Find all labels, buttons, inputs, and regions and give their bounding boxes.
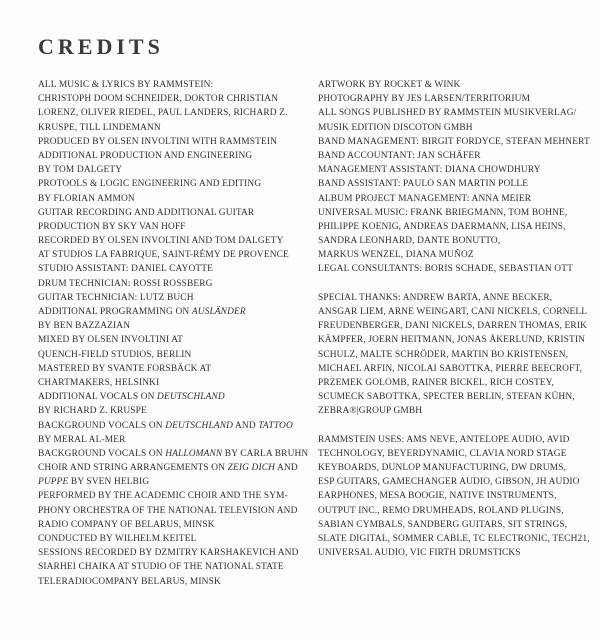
credit-line <box>38 404 300 418</box>
credit-text: STUDIO ASSISTANT: DANIEL CAYOTTE <box>38 264 214 275</box>
credit-line <box>38 504 300 518</box>
credit-line <box>318 319 588 333</box>
credit-text: MASTERED BY SVANTE FORSBÄCK AT <box>38 363 212 374</box>
song-title: DEUTSCHLAND <box>165 420 234 431</box>
credit-line <box>38 518 300 532</box>
song-title: ZEIG DICH <box>227 463 276 474</box>
credit-line <box>318 305 588 319</box>
credit-text: KÄMPFER, JOERN HEITMANN, JONAS ÅKERLUND, KRISTIN <box>318 335 586 346</box>
credit-line <box>318 248 580 262</box>
credit-line <box>318 404 580 418</box>
credit-line <box>38 447 309 461</box>
credits-left-column <box>38 78 309 589</box>
credit-text: SCUMECK SABOTTKA, SPECTER BERLIN, STEFAN KÜHN, <box>318 392 575 403</box>
credit-line <box>318 192 580 206</box>
credit-text: QUENCH-FIELD STUDIOS, BERLIN <box>38 349 192 360</box>
credit-text: MARKUS WENZEL, DIANA MUÑOZ <box>318 250 474 261</box>
credit-line <box>38 149 300 163</box>
credit-text: SPECIAL THANKS: ANDREW BARTA, ANNE BECKER, <box>318 292 553 303</box>
credit-text: RAMMSTEIN USES: AMS NEVE, ANTELOPE AUDIO, AVID <box>318 434 570 445</box>
credit-text: BAND ACCOUNTANT: JAN SCHÄFER <box>318 150 481 161</box>
credit-line <box>318 177 580 191</box>
credit-line <box>318 106 580 120</box>
credit-line <box>318 348 580 362</box>
credit-text: RECORDED BY OLSEN INVOLTINI AND TOM DALGETY <box>38 236 284 247</box>
credit-line <box>38 78 300 92</box>
credit-line <box>38 277 300 291</box>
credit-line <box>318 390 580 404</box>
credit-line <box>38 135 300 149</box>
credit-text: CHARTMAKERS, HELSINKI <box>38 377 160 388</box>
credit-line <box>318 333 586 347</box>
credit-line <box>318 149 580 163</box>
song-title: PUPPE <box>38 477 69 488</box>
credit-line <box>38 433 300 447</box>
credit-text: ADDITIONAL VOCALS ON <box>38 392 158 403</box>
credit-text: SABIAN CYMBALS, SANDBERG GUITARS, SIT STRINGS, <box>318 519 568 530</box>
section-gap <box>318 277 580 291</box>
credit-line <box>38 291 300 305</box>
credit-line <box>318 121 580 135</box>
credit-line <box>318 206 580 220</box>
credit-text: AND <box>233 420 259 431</box>
credit-text: ARTWORK BY ROCKET & WINK <box>318 80 461 90</box>
credit-text: ANSGAR LIEM, ARNE WEINGART, CANI NICKELS, CORNELL <box>318 307 588 317</box>
credit-line <box>318 447 580 461</box>
credit-line <box>38 461 300 475</box>
credit-line <box>38 206 300 220</box>
credit-text: SANDRA LEONHARD, DANTE BONUTTO, <box>318 236 501 247</box>
credit-line <box>38 163 300 177</box>
credit-line <box>38 192 300 206</box>
credit-line <box>318 376 580 390</box>
credit-text: BACKGROUND VOCALS ON <box>38 448 166 459</box>
credit-line <box>318 546 580 560</box>
credit-text: ZEBRA®|GROUP GMBH <box>318 406 423 417</box>
credit-text: UNIVERSAL MUSIC: FRANK BRIEGMANN, TOM BOHNE, <box>318 207 568 218</box>
section-gap <box>318 419 580 433</box>
credit-text: ADDITIONAL PRODUCTION AND ENGINEERING <box>38 150 253 161</box>
credit-text: ALL SONGS PUBLISHED BY RAMMSTEIN MUSIKVERLAG/ <box>318 108 577 119</box>
credit-line <box>38 560 300 574</box>
credit-text: PHONY ORCHESTRA OF THE NATIONAL TELEVISION AND <box>38 505 298 516</box>
credit-text: ESP GUITARS, GAMECHANGER AUDIO, GIBSON, JH AUDIO <box>318 477 580 488</box>
credit-text: EARPHONES, MESA BOOGIE, NATIVE INSTRUMENTS, <box>318 491 557 502</box>
credit-text: CHOIR AND STRING ARRANGEMENTS ON <box>38 463 228 474</box>
credit-text: PERFORMED BY THE ACADEMIC CHOIR AND THE SYM- <box>38 491 288 502</box>
credit-text: CONDUCTED BY WILHELM KEITEL <box>38 534 197 544</box>
credit-text: CHRISTOPH DOOM SCHNEIDER, DOKTOR CHRISTIAN <box>38 94 279 105</box>
credit-text: PHOTOGRAPHY BY JES LARSEN/TERRITORIUM <box>318 94 531 105</box>
credit-text: RADIO COMPANY OF BELARUS, MINSK <box>38 519 215 530</box>
credit-text: TECHNOLOGY, BEYERDYNAMIC, CLAVIA NORD STAGE <box>318 448 567 459</box>
credit-line <box>318 433 580 447</box>
credit-line <box>38 348 300 362</box>
credit-line <box>318 532 590 546</box>
credit-line <box>38 362 300 376</box>
credit-text: KRUSPE, TILL LINDEMANN <box>38 122 161 133</box>
credit-text: PRODUCTION BY SKY VAN HOFF <box>38 221 186 232</box>
credit-line <box>318 78 580 92</box>
credit-text: BY TOM DALGETY <box>38 165 123 176</box>
credit-text: ALBUM PROJECT MANAGEMENT: ANNA MEIER <box>318 193 532 204</box>
credit-line <box>318 220 580 234</box>
credit-line <box>318 262 580 276</box>
credit-text: BY FLORIAN AMMON <box>38 193 135 204</box>
credit-line <box>38 475 300 489</box>
credit-text: MICHAEL ARFIN, NICOLAI SABOTTKA, PIERRE BEECROFT, <box>318 363 583 374</box>
credit-text: PHILIPPE KOENIG, ANDREAS DAERMANN, LISA HEINS, <box>318 221 566 232</box>
credit-text: SIARHEI CHAIKA AT STUDIO OF THE NATIONAL STATE <box>38 562 284 573</box>
credit-text: PRZEMEK GOLOMB, RAINER BICKEL, RICH COSTEY, <box>318 377 554 388</box>
credit-line <box>318 291 580 305</box>
credit-line <box>38 248 300 262</box>
credit-text: UNIVERSAL AUDIO, VIC FIRTH DRUMSTICKS <box>318 548 521 559</box>
song-title: TATTOO <box>258 420 293 431</box>
credit-text: GUITAR TECHNICIAN: LUTZ BUCH <box>38 292 194 303</box>
credit-line <box>38 333 300 347</box>
credit-line <box>318 163 580 177</box>
credit-text: PROTOOLS & LOGIC ENGINEERING AND EDITING <box>38 179 262 190</box>
credit-text: SCHULZ, MALTE SCHRÖDER, MARTIN BO KRISTENSEN, <box>318 349 569 360</box>
credit-line <box>318 234 580 248</box>
credit-line <box>318 461 580 475</box>
credit-text: BY MERAL AL-MER <box>38 434 126 445</box>
credit-text: LORENZ, OLIVER RIEDEL, PAUL LANDERS, RICHARD Z. <box>38 108 288 119</box>
credit-text: MIXED BY OLSEN INVOLTINI AT <box>38 335 184 346</box>
credit-text: BY SVEN HELBIG <box>68 477 150 488</box>
credit-line <box>38 489 300 503</box>
credit-line <box>38 305 300 319</box>
song-title: DEUTSCHLAND <box>157 392 225 403</box>
credit-line <box>38 390 300 404</box>
credit-text: SESSIONS RECORDED BY DZMITRY KARSHAKEVICH AND <box>38 548 299 559</box>
credit-text: DRUM TECHNICIAN: ROSSI ROSSBERG <box>38 278 213 289</box>
credit-text: LEGAL CONSULTANTS: BORIS SCHADE, SEBASTIAN OTT <box>318 264 573 275</box>
song-title: AUSLÄNDER <box>191 307 246 317</box>
credit-line <box>38 532 300 546</box>
credit-text: BACKGROUND VOCALS ON <box>38 420 166 431</box>
song-title: HALLOMANN <box>165 448 223 459</box>
credit-line <box>318 135 590 149</box>
credit-text: BY RICHARD Z. KRUSPE <box>38 406 147 417</box>
credit-text: BAND ASSISTANT: PAULO SAN MARTIN POLLE <box>318 179 529 190</box>
credit-text: ADDITIONAL PROGRAMMING ON <box>38 307 192 317</box>
credit-text: PRODUCED BY OLSEN INVOLTINI WITH RAMMSTEIN <box>38 136 278 147</box>
credit-text: SLATE DIGITAL, SOMMER CABLE, TC ELECTRONIC, TECH21, <box>318 534 590 544</box>
credit-text: FREUDENBERGER, DANI NICKELS, DARREN THOMAS, ERIK <box>318 321 588 332</box>
credit-text: MUSIK EDITION DISCOTON GMBH <box>318 122 473 133</box>
credits-right-column <box>318 78 590 560</box>
credit-line <box>38 92 300 106</box>
credit-text: KEYBOARDS, DUNLOP MANUFACTURING, DW DRUMS, <box>318 463 567 474</box>
credit-line <box>38 419 300 433</box>
credit-line <box>318 504 580 518</box>
credit-text: MANAGEMENT ASSISTANT: DIANA CHOWDHURY <box>318 165 541 176</box>
credit-text: AND <box>275 463 298 474</box>
credit-line <box>318 489 580 503</box>
credit-line <box>318 362 583 376</box>
credit-line <box>38 575 300 589</box>
credit-text: BAND MANAGEMENT: BIRGIT FORDYCE, STEFAN MEHNERT <box>318 136 590 147</box>
credit-line <box>38 177 300 191</box>
credit-text: OUTPUT INC., REMO DRUMHEADS, ROLAND PLUGINS, <box>318 505 564 516</box>
credit-line <box>38 376 300 390</box>
credit-line <box>318 92 580 106</box>
credit-text: BY CARLA BRUHN <box>222 448 309 459</box>
page-title: CREDITS <box>38 34 164 59</box>
credit-text: ALL MUSIC & LYRICS BY RAMMSTEIN: <box>38 80 214 90</box>
credit-text: GUITAR RECORDING AND ADDITIONAL GUITAR <box>38 207 255 218</box>
credit-text: AT STUDIOS LA FABRIQUE, SAINT-RÉMY DE PROVENCE <box>38 250 289 261</box>
credit-line <box>318 475 580 489</box>
credit-line <box>38 262 300 276</box>
credit-line <box>38 220 300 234</box>
credit-text: BY BEN BAZZAZIAN <box>38 321 131 332</box>
credit-line <box>318 518 580 532</box>
credit-text: TELERADIOCOMPANY BELARUS, MINSK <box>38 576 221 587</box>
credit-line <box>38 319 300 333</box>
credit-line <box>38 234 300 248</box>
credit-line <box>38 546 300 560</box>
credit-line <box>38 121 300 135</box>
credit-line <box>38 106 300 120</box>
